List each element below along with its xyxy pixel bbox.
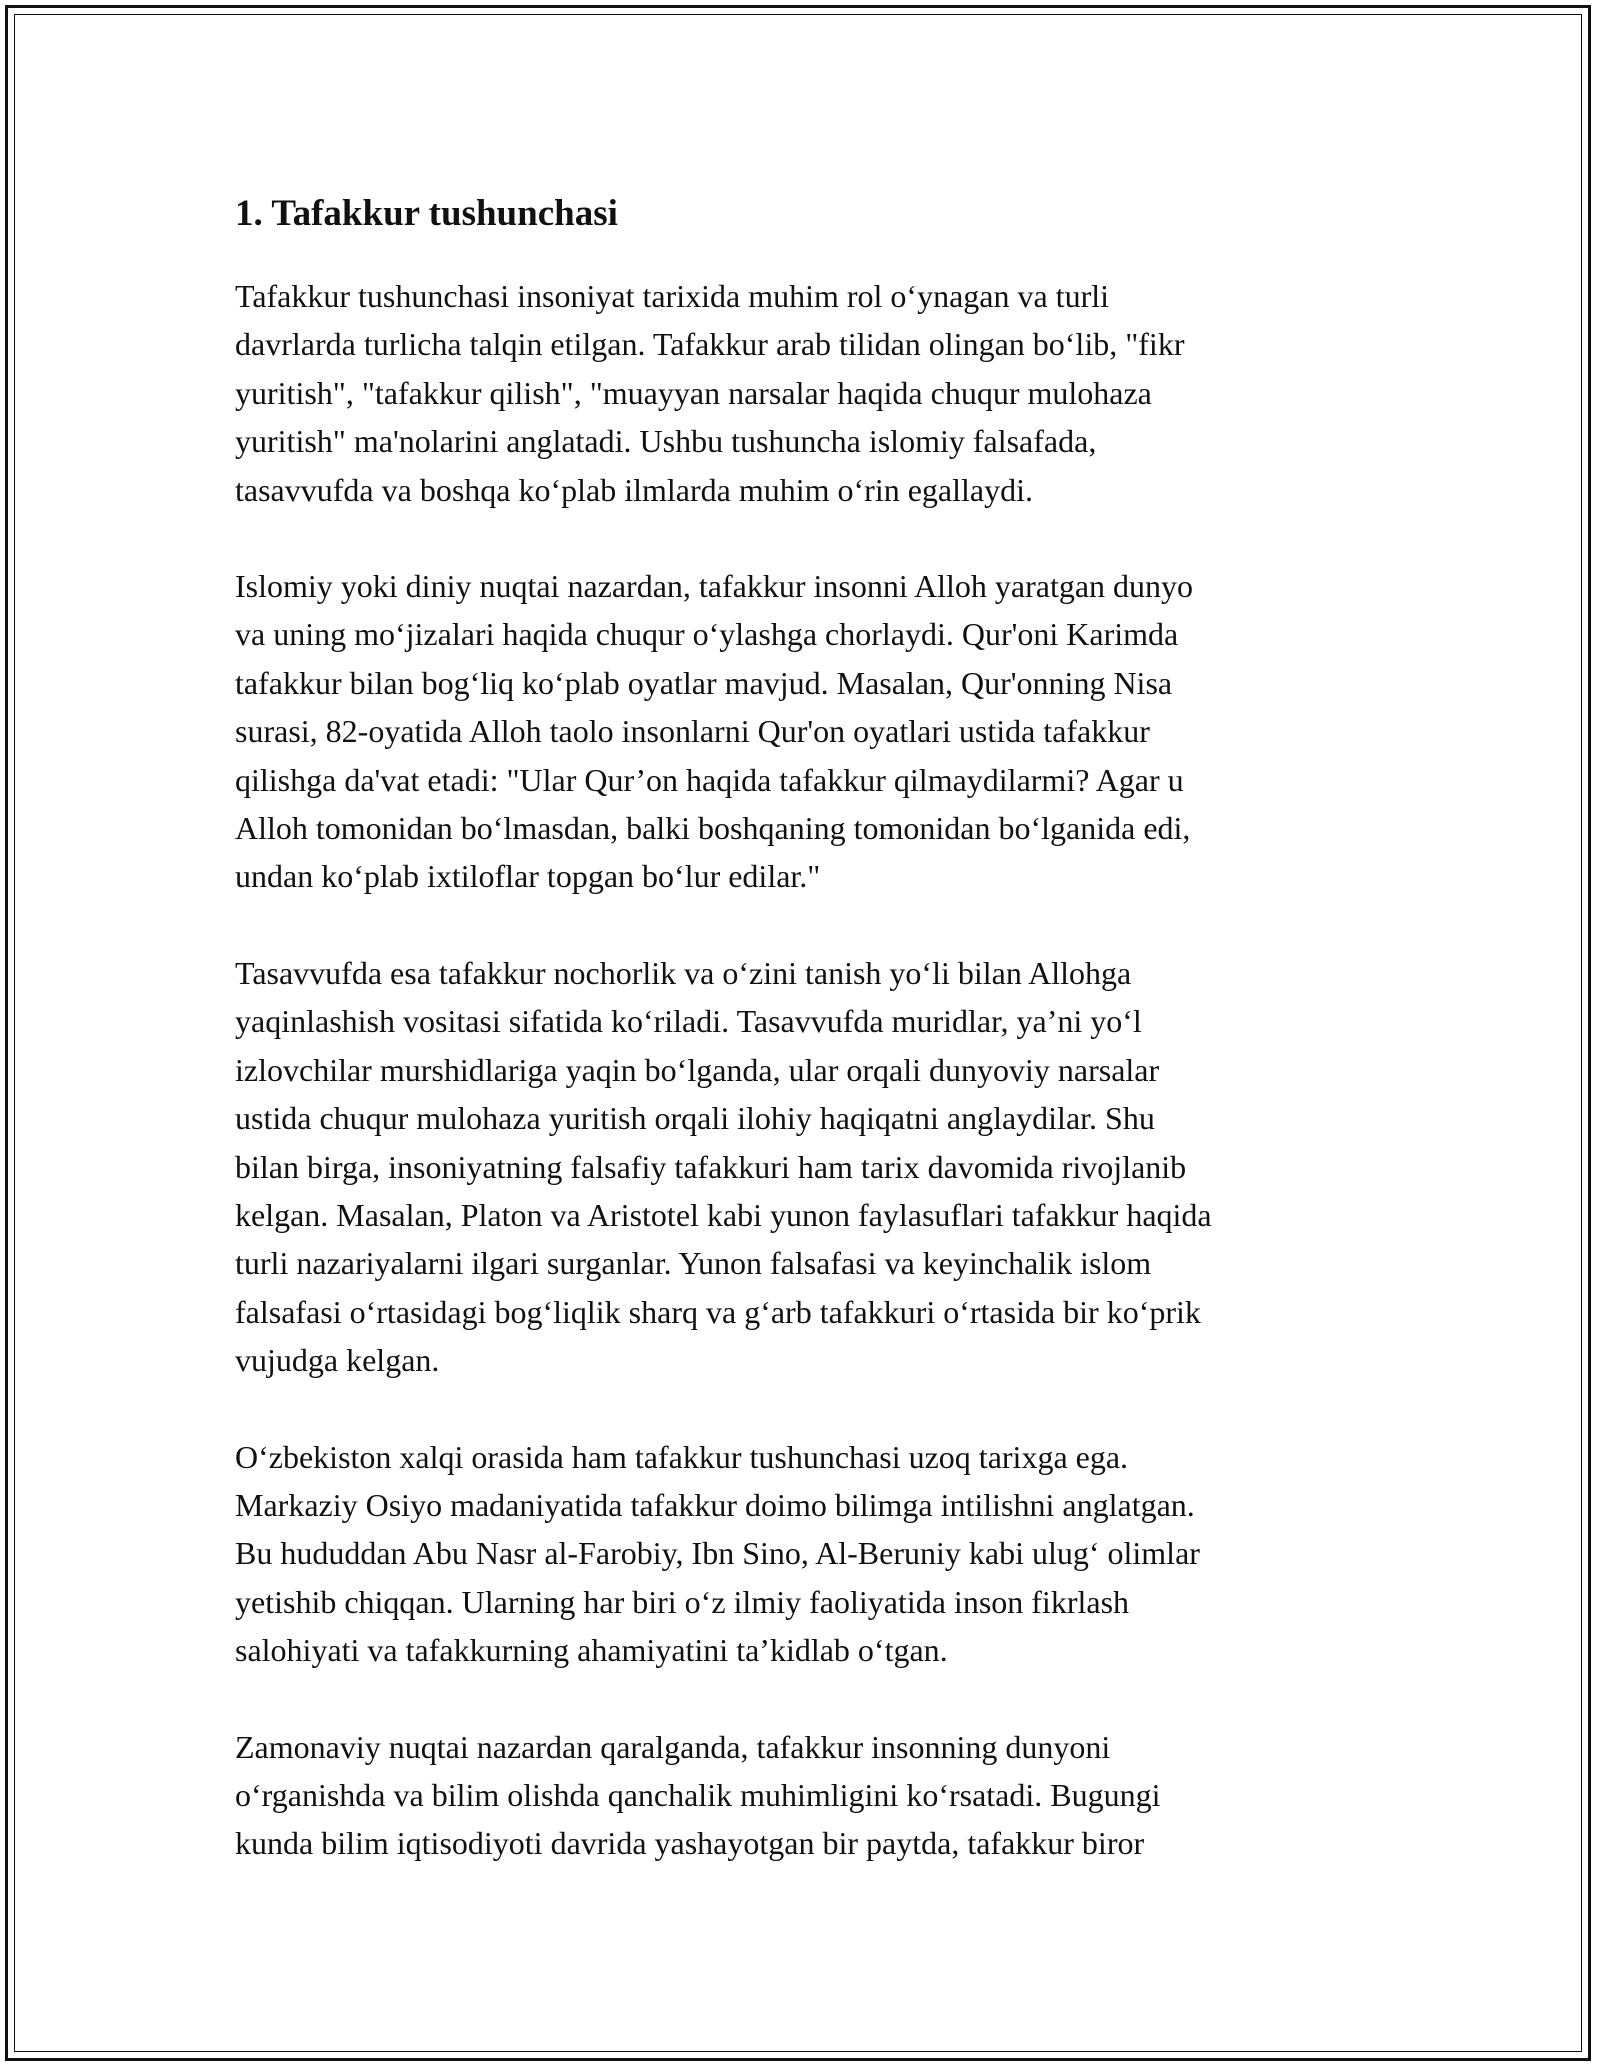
text-line: tafakkur bilan bog‘liq ko‘plab oyatlar mavjud. Masalan, Qur'onning Nisa (235, 664, 1173, 701)
text-line: yuritish", "tafakkur qilish", "muayyan narsalar haqida chuqur mulohaza (235, 374, 1152, 411)
text-line: undan ko‘plab ixtiloflar topgan bo‘lur edilar." (235, 858, 821, 895)
text-line: bilan birga, insoniyatning falsafiy tafakkuri ham tarix davomida rivojlanib (235, 1148, 1187, 1185)
text-line: kunda bilim iqtisodiyoti davrida yashayotgan bir paytda, tafakkur biror (235, 1825, 1145, 1862)
text-line: Zamonaviy nuqtai nazardan qaralganda, tafakkur insonning dunyoni (235, 1728, 1111, 1765)
paragraph (235, 1723, 1365, 1868)
text-line: Tasavvufda esa tafakkur nochorlik va o‘zini tanish yo‘li bilan Allohga (235, 954, 1132, 991)
text-line: falsafasi o‘rtasidagi bog‘liqlik sharq va g‘arb tafakkuri o‘rtasida bir ko‘prik (235, 1293, 1201, 1330)
text-line: Markaziy Osiyo madaniyatida tafakkur doimo bilimga intilishni anglatgan. (235, 1486, 1195, 1523)
text-line: yaqinlashish vositasi sifatida ko‘riladi. Tasavvufda muridlar, ya’ni yo‘l (235, 1003, 1142, 1040)
paragraph (235, 272, 1365, 514)
text-line: surasi, 82-oyatida Alloh taolo insonlarni Qur'on oyatlari ustida tafakkur (235, 713, 1150, 750)
text-line: Bu hududdan Abu Nasr al-Farobiy, Ibn Sino, Al-Beruniy kabi ulug‘ olimlar (235, 1535, 1200, 1572)
text-line: vujudga kelgan. (235, 1342, 440, 1379)
text-line: o‘rganishda va bilim olishda qanchalik muhimligini ko‘rsatadi. Bugungi (235, 1776, 1161, 1813)
text-line: kelgan. Masalan, Platon va Aristotel kabi yunon faylasuflari tafakkur haqida (235, 1196, 1212, 1233)
paragraph (235, 1433, 1365, 1675)
text-line: yuritish" ma'nolarini anglatadi. Ushbu tushuncha islomiy falsafada, (235, 423, 1097, 460)
paragraph-list (235, 272, 1365, 1868)
text-line: izlovchilar murshidlariga yaqin bo‘lganda, ular orqali dunyoviy narsalar (235, 1051, 1160, 1088)
text-line: turli nazariyalarni ilgari surganlar. Yunon falsafasi va keyinchalik islom (235, 1245, 1152, 1282)
text-line: Islomiy yoki diniy nuqtai nazardan, tafakkur insonni Alloh yaratgan dunyo (235, 568, 1194, 605)
text-line: va uning mo‘jizalari haqida chuqur o‘ylashga chorlaydi. Qur'oni Karimda (235, 616, 1179, 653)
section-heading: 1. Tafakkur tushunchasi (235, 193, 618, 234)
text-line: Alloh tomonidan bo‘lmasdan, balki boshqaning tomonidan bo‘lganida edi, (235, 810, 1191, 847)
text-line: Tafakkur tushunchasi insoniyat tarixida muhim rol o‘ynagan va turli (235, 278, 1109, 314)
text-line: tasavvufda va boshqa ko‘plab ilmlarda muhim o‘rin egallaydi. (235, 471, 1033, 508)
text-line: davrlarda turlicha talqin etilgan. Tafakkur arab tilidan olingan bo‘lib, "fikr (235, 326, 1185, 363)
text-line: O‘zbekiston xalqi orasida ham tafakkur tushunchasi uzoq tarixga ega. (235, 1438, 1129, 1475)
paragraph (235, 949, 1365, 1385)
paragraph (235, 562, 1365, 901)
text-line: ustida chuqur mulohaza yuritish orqali ilohiy haqiqatni anglaydilar. Shu (235, 1100, 1155, 1137)
text-line: salohiyati va tafakkurning ahamiyatini ta’kidlab o‘tgan. (235, 1632, 948, 1669)
text-line: qilishga da'vat etadi: "Ular Qur’on haqida tafakkur qilmaydilarmi? Agar u (235, 761, 1184, 798)
text-line: yetishib chiqqan. Ularning har biri o‘z ilmiy faoliyatida inson fikrlash (235, 1583, 1130, 1620)
document-body (235, 186, 1365, 1868)
